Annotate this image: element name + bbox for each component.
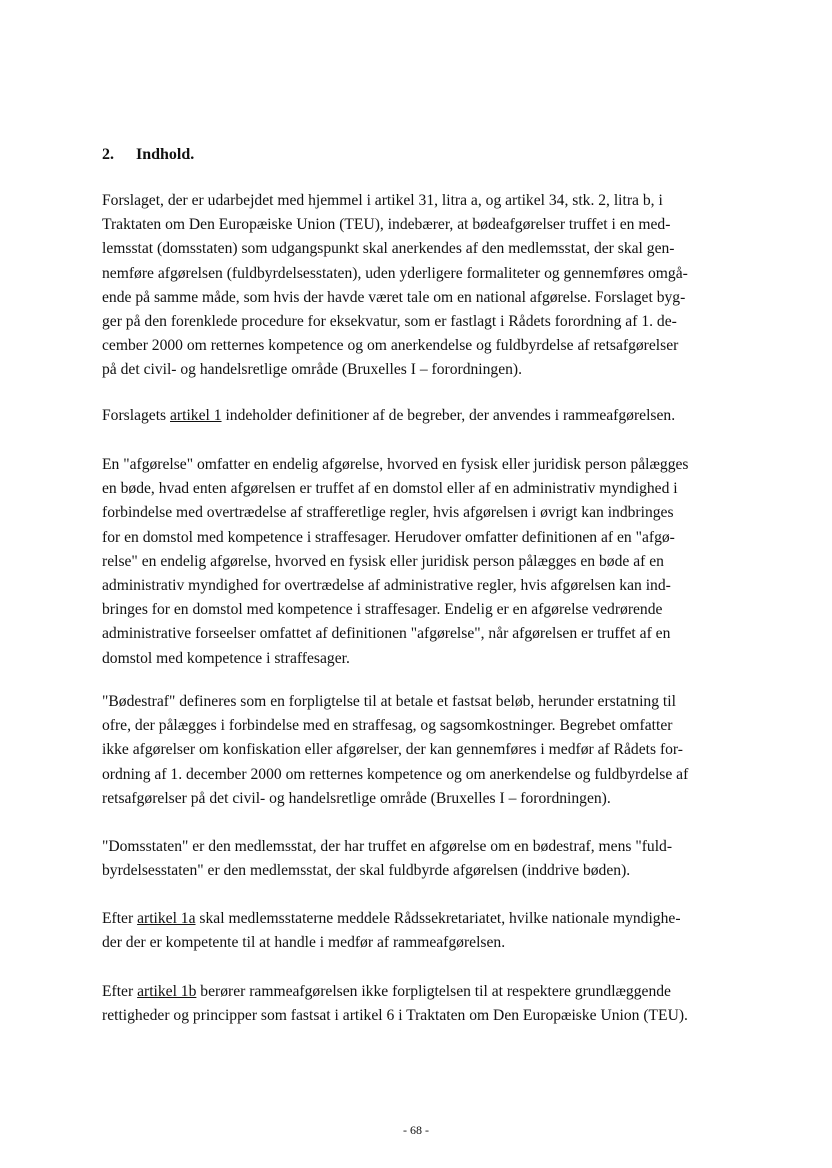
paragraph-decision-definition xyxy=(102,453,742,671)
text-line: retsafgørelser på det civil- og handelsretlige område (Bruxelles I – forordningen). xyxy=(102,789,611,807)
text-line xyxy=(102,980,742,1004)
paragraph-state-definition xyxy=(102,835,742,883)
text-line: rettigheder og principper som fastsat i artikel 6 i Traktaten om Den Europæiske Union (TEU). xyxy=(102,1007,688,1025)
section-number: 2. xyxy=(102,146,114,163)
text-line: Traktaten om Den Europæiske Union (TEU), indebærer, at bødeafgørelser truffet i en med- xyxy=(102,216,671,234)
text-line: en bøde, hvad enten afgørelsen er truffet af en domstol eller af en administrativ myndighed i xyxy=(102,480,678,498)
text-line: byrdelsesstaten" er den medlemsstat, der skal fuldbyrde afgørelsen (inddrive bøden). xyxy=(102,862,631,880)
text-line: ordning af 1. december 2000 om retternes kompetence og om anerkendelse og fuldbyrdelse af xyxy=(102,765,689,783)
paragraph-article-1a xyxy=(102,907,742,955)
text-line: domstol med kompetence i straffesager. xyxy=(102,649,350,667)
text-segment: indeholder definitioner af de begreber, der anvendes i rammeafgørelsen. xyxy=(221,407,676,424)
text-line: administrative forseelser omfattet af definitionen "afgørelse", når afgørelsen er truffet af en xyxy=(102,625,671,643)
text-line: på det civil- og handelsretlige område (Bruxelles I – forordningen). xyxy=(102,361,523,379)
article-1-reference: artikel 1 xyxy=(170,407,222,424)
text-segment: Forslagets xyxy=(102,407,171,424)
text-line: Forslaget, der er udarbejdet med hjemmel i artikel 31, litra a, og artikel 34, stk. 2, litra b, i xyxy=(102,192,663,209)
section-heading xyxy=(102,146,194,164)
text-line xyxy=(102,404,742,428)
text-line: der der er kompetente til at handle i medfør af rammeafgørelsen. xyxy=(102,934,506,952)
paragraph-fine-definition xyxy=(102,690,742,811)
text-line: "Domsstaten" er den medlemsstat, der har truffet en afgørelse om en bødestraf, mens "fuld- xyxy=(102,838,673,855)
text-segment: Efter xyxy=(102,983,138,1000)
text-line: ikke afgørelser om konfiskation eller afgørelser, der kan gennemføres i medfør af Rådets for- xyxy=(102,741,684,759)
text-line: for en domstol med kompetence i straffesager. Herudover omfatter definitionen af en "afgø- xyxy=(102,528,675,546)
text-line: cember 2000 om retternes kompetence og om anerkendelse og fuldbyrdelse af retsafgørelser xyxy=(102,337,679,355)
text-segment: Efter xyxy=(102,910,138,927)
text-line: bringes for en domstol med kompetence i straffesager. Endelig er en afgørelse vedrørende xyxy=(102,601,663,619)
article-1a-reference: artikel 1a xyxy=(137,910,196,927)
text-line: lemsstat (domsstaten) som udgangspunkt skal anerkendes af den medlemsstat, der skal gen- xyxy=(102,240,675,258)
text-line: administrativ myndighed for overtrædelse af administrative regler, hvis afgørelsen kan ind- xyxy=(102,577,671,595)
text-line: relse" en endelig afgørelse, hvorved en fysisk eller juridisk person pålægges en bøde af en xyxy=(102,552,664,570)
text-line: ende på samme måde, som hvis der havde været tale om en national afgørelse. Forslaget byg- xyxy=(102,288,686,306)
text-line: En "afgørelse" omfatter en endelig afgørelse, hvorved en fysisk eller juridisk person pålægges xyxy=(102,456,689,473)
text-line: ofre, der pålægges i forbindelse med en straffesag, og sagsomkostninger. Begrebet omfatter xyxy=(102,717,673,735)
text-line: forbindelse med overtrædelse af strafferetlige regler, hvis afgørelsen i øvrigt kan indbringes xyxy=(102,504,674,522)
paragraph-proposal xyxy=(102,189,742,383)
article-1b-reference: artikel 1b xyxy=(137,983,197,1000)
text-segment: berører rammeafgørelsen ikke forpligtelsen til at respektere grundlæggende xyxy=(196,983,671,1000)
text-segment: skal medlemsstaterne meddele Rådssekretariatet, hvilke nationale myndighe- xyxy=(195,910,681,927)
paragraph-article-1b xyxy=(102,980,742,1028)
section-title: Indhold. xyxy=(136,146,195,163)
text-line: ger på den forenklede procedure for eksekvatur, som er fastlagt i Rådets forordning af 1. de- xyxy=(102,313,677,331)
paragraph-article-1 xyxy=(102,404,742,428)
text-line: nemføre afgørelsen (fuldbyrdelsesstaten), uden yderligere formaliteter og gennemføres omgå- xyxy=(102,264,688,282)
text-line: "Bødestraf" defineres som en forpligtelse til at betale et fastsat beløb, herunder erstatning til xyxy=(102,693,676,710)
page-number: - 68 - xyxy=(403,1123,429,1137)
text-line xyxy=(102,907,742,931)
